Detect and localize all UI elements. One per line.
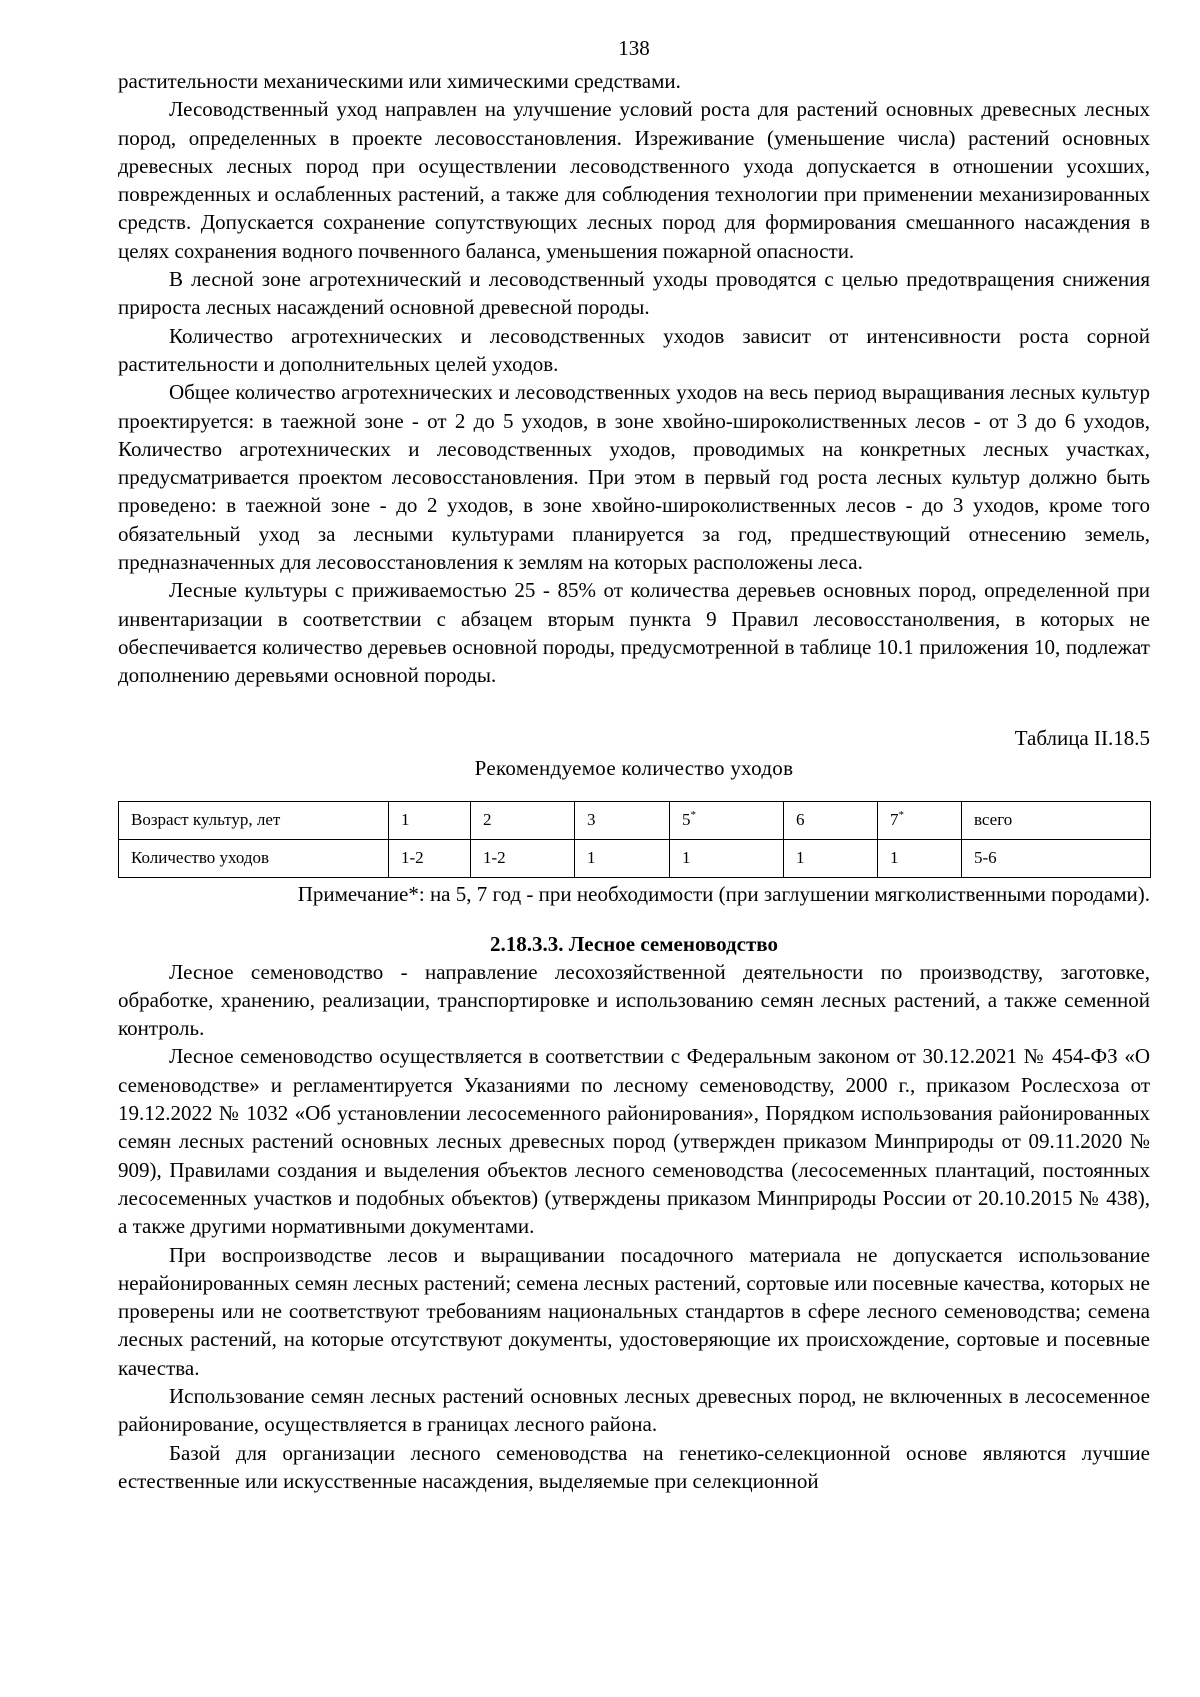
table-row-age <box>119 801 1151 839</box>
paragraph: Количество агротехнических и лесоводственных уходов зависит от интенсивности роста сорной растительности и дополнительных целей уходов. <box>118 323 1150 376</box>
table-cell: 7* <box>878 801 962 839</box>
table-cell: 2 <box>471 801 575 839</box>
paragraph: В лесной зоне агротехнический и лесоводственный уходы проводятся с целью предотвращения снижения прироста лесных насаждений основной древесной породы. <box>118 267 1150 320</box>
table-cell: 5-6 <box>962 839 1151 877</box>
table-cell: 1 <box>878 839 962 877</box>
table-cell: 1-2 <box>389 839 471 877</box>
table-row-label: Возраст культур, лет <box>119 801 389 839</box>
paragraph: Общее количество агротехнических и лесоводственных уходов на весь период выращивания лесных культур проектируется: в таежной зоне - от 2 до 5 уходов, в зоне хвойно-широколиственных лесов - от 3 до 6 уходов, Количество агротехнических и лесоводственных уходов, проводимых на конкретных лесных участках, предусматривается проектом лесовосстановления. При этом в первый год роста лесных культур должно быть проведено: в таежной зоне - до 2 уходов, в зоне хвойно-широколиственных лесов - до 3 уходов, кроме того обязательный уход за лесными культурами планируется за год, предшествующий отнесению земель, предназначенных для лесовосстановления к землям на которых расположены леса. <box>118 380 1150 575</box>
paragraph: Лесное семеноводство - направление лесохозяйственной деятельности по производству, заготовке, обработке, хранению, реализации, транспортировке и использованию семян лесных растений, а также семенной контроль. <box>118 959 1150 1041</box>
table-cell: 1 <box>670 839 784 877</box>
table-note: Примечание*: на 5, 7 год - при необходимости (при заглушении мягколиственными породами). <box>297 881 1150 906</box>
page-number: 138 <box>618 36 650 60</box>
table-cell: 6 <box>784 801 878 839</box>
paragraph: Лесное семеноводство осуществляется в соответствии с Федеральным законом от 30.12.2021 № 454-ФЗ «О семеноводстве» и регламентируется Указаниями по лесному семеноводству, 2000 г., приказом Рослесхоза от 19.12.2022 № 1032 «Об установлении лесосеменного районирования», Порядком использования районированных семян лесных растений основных лесных древесных пород (утвержден приказом Минприроды от 09.11.2020 № 909), Правилами создания и выделения объектов лесного семеноводства (лесосеменных плантаций, постоянных лесосеменных участков и подобных объектов) (утверждены приказом Минприроды России от 20.10.2015 № 438), а также другими нормативными документами. <box>118 1044 1150 1239</box>
paragraph: При воспроизводстве лесов и выращивании посадочного материала не допускается использование нерайонированных семян лесных растений; семена лесных растений, сортовые или посевные качества, которых не проверены или не соответствуют требованиям национальных стандартов в сфере лесного семеноводства; семена лесных растений, на которые отсутствуют документы, удостоверяющие их происхождение, сортовые и посевные качества. <box>118 1242 1150 1380</box>
table-cell: 1-2 <box>471 839 575 877</box>
table-cell: 3 <box>575 801 670 839</box>
text-block-top <box>118 67 1150 690</box>
table-cell: 1 <box>575 839 670 877</box>
section-heading: 2.18.3.3. Лесное семеноводство <box>490 931 778 956</box>
care-count-table <box>118 801 1151 878</box>
paragraph: растительности механическими или химическими средствами. <box>118 69 681 93</box>
paragraph: Использование семян лесных растений основных лесных древесных пород, не включенных в лесосеменное районирование, осуществляется в границах лесного района. <box>118 1383 1150 1437</box>
table-cell: 1 <box>389 801 471 839</box>
table-row-label: Количество уходов <box>119 839 389 877</box>
table-title: Рекомендуемое количество уходов <box>474 755 794 780</box>
table-cell: всего <box>962 801 1151 839</box>
text-block-bottom <box>118 958 1150 1496</box>
paragraph: Лесоводственный уход направлен на улучшение условий роста для растений основных древесных лесных пород, определенных в проекте лесовосстановления. Изреживание (уменьшение числа) растений основных древесных лесных пород при осуществлении лесоводственного ухода допускается в отношении усохших, поврежденных и ослабленных растений, а также для соблюдения технологии при применении механизированных средств. Допускается сохранение сопутствующих лесных пород для формирования смешанного насаждения в целях сохранения водного почвенного баланса, уменьшения пожарной опасности. <box>118 97 1150 263</box>
paragraph: Лесные культуры с приживаемостью 25 - 85% от количества деревьев основных пород, определенной при инвентаризации в соответствии с абзацем вторым пункта 9 Правил лесовосстанолвения, в которых не обеспечивается количество деревьев основной породы, предусмотренной в таблице 10.1 приложения 10, подлежат дополнению деревьями основной породы. <box>118 578 1150 688</box>
table-cell: 5* <box>670 801 784 839</box>
table-row-count <box>119 839 1151 877</box>
table-cell: 1 <box>784 839 878 877</box>
document-page <box>118 36 1150 1495</box>
paragraph: Базой для организации лесного семеноводства на генетико-селекционной основе являются лучшие естественные или искусственные насаждения, выделяемые при селекционной <box>118 1440 1150 1493</box>
table-number: Таблица II.18.5 <box>1014 725 1150 750</box>
